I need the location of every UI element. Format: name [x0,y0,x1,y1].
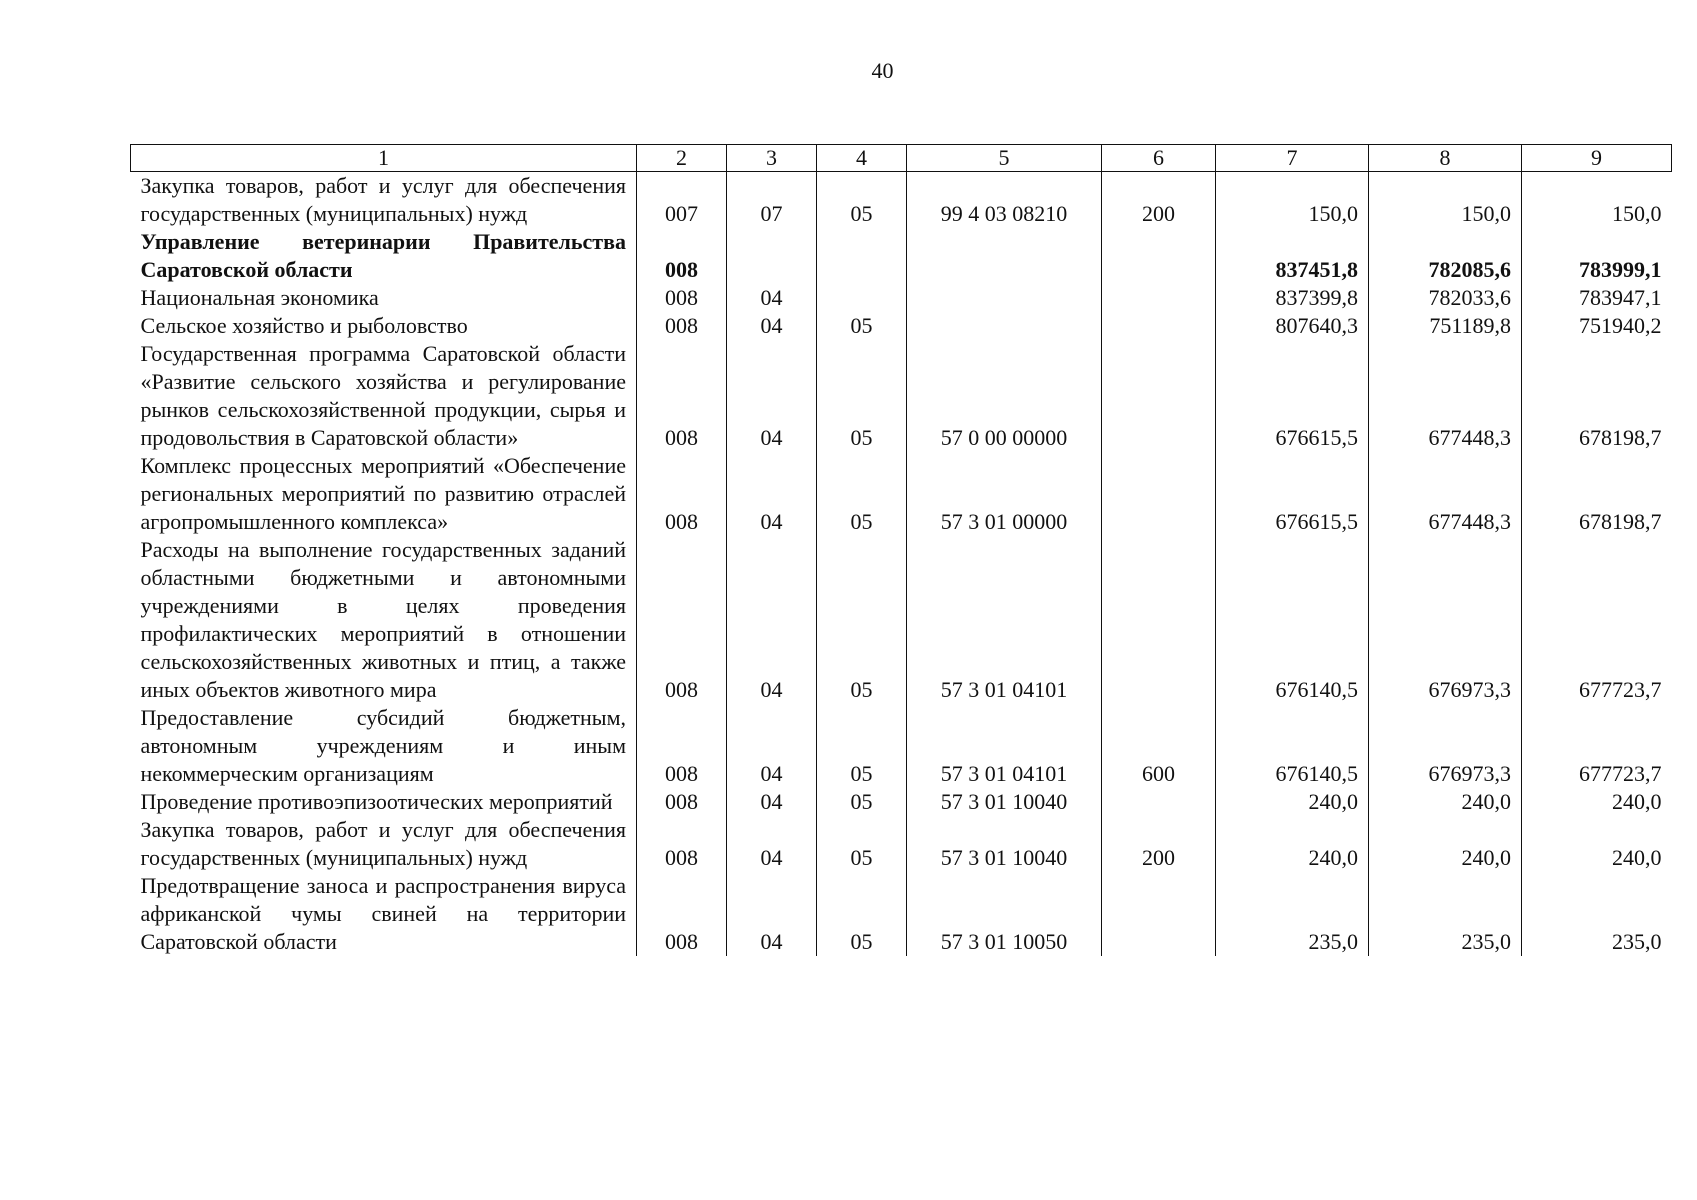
row-amount-year-2: 235,0 [1369,872,1522,956]
row-amount-year-2: 150,0 [1369,172,1522,229]
row-section: 04 [727,452,817,536]
row-admin-code: 008 [637,340,727,452]
row-amount-year-1: 676615,5 [1216,340,1369,452]
row-amount-year-1: 676615,5 [1216,452,1369,536]
row-target-article: 99 4 03 08210 [907,172,1102,229]
row-name: Проведение противоэпизоотических мероприятий [140,789,613,814]
row-amount-year-3: 150,0 [1522,172,1672,229]
row-admin-code: 008 [637,228,727,284]
table-row [131,228,1672,284]
row-target-article: 57 0 00 00000 [907,340,1102,452]
table-header [131,145,1672,172]
row-amount-year-2: 240,0 [1369,816,1522,872]
row-section: 04 [727,536,817,704]
row-admin-code: 008 [637,312,727,340]
row-amount-year-2: 240,0 [1369,788,1522,816]
table-row [131,816,1672,872]
row-section [727,228,817,284]
row-amount-year-1: 240,0 [1216,788,1369,816]
row-subsection: 05 [817,536,907,704]
row-name: Предоставление субсидий бюджетным, автономным учреждениям и иным некоммерческим организациям [140,705,626,786]
row-expense-type [1102,536,1216,704]
table-row [131,536,1672,704]
row-amount-year-2: 677448,3 [1369,452,1522,536]
row-subsection: 05 [817,312,907,340]
row-amount-year-2: 782085,6 [1369,228,1522,284]
row-admin-code: 008 [637,788,727,816]
row-expense-type [1102,284,1216,312]
table-row [131,872,1672,956]
header-col-4: 4 [817,145,907,172]
row-expense-type [1102,312,1216,340]
row-name: Управление ветеринарии Правительства Саратовской области [140,229,626,282]
row-expense-type: 600 [1102,704,1216,788]
row-admin-code: 008 [637,452,727,536]
header-col-2: 2 [637,145,727,172]
header-col-9: 9 [1522,145,1672,172]
table-body [131,172,1672,957]
row-amount-year-1: 240,0 [1216,816,1369,872]
row-expense-type: 200 [1102,816,1216,872]
row-admin-code: 008 [637,704,727,788]
row-target-article: 57 3 01 00000 [907,452,1102,536]
row-expense-type: 200 [1102,172,1216,229]
row-amount-year-3: 783999,1 [1522,228,1672,284]
row-subsection [817,284,907,312]
row-admin-code: 008 [637,816,727,872]
row-admin-code: 007 [637,172,727,229]
header-col-3: 3 [727,145,817,172]
row-amount-year-2: 676973,3 [1369,704,1522,788]
row-amount-year-1: 676140,5 [1216,536,1369,704]
table-row [131,340,1672,452]
row-section: 07 [727,172,817,229]
row-expense-type [1102,872,1216,956]
row-expense-type [1102,788,1216,816]
row-expense-type [1102,340,1216,452]
row-name: Национальная экономика [140,285,379,310]
row-name: Сельское хозяйство и рыболовство [140,313,468,338]
row-amount-year-2: 751189,8 [1369,312,1522,340]
row-name: Расходы на выполнение государственных заданий областными бюджетными и автономными учреждениями в целях проведения профилактических мероприятий в отношении сельскохозяйственных животных и птиц, а также иных объектов животного мира [140,537,626,702]
row-name: Комплекс процессных мероприятий «Обеспечение региональных мероприятий по развитию отраслей агропромышленного комплекса» [140,453,626,534]
row-section: 04 [727,788,817,816]
header-col-8: 8 [1369,145,1522,172]
row-target-article: 57 3 01 10050 [907,872,1102,956]
row-amount-year-3: 678198,7 [1522,452,1672,536]
row-target-article [907,312,1102,340]
row-target-article [907,284,1102,312]
budget-table [130,144,1672,956]
row-amount-year-3: 677723,7 [1522,536,1672,704]
header-row [131,145,1672,172]
row-expense-type [1102,228,1216,284]
table-row [131,284,1672,312]
row-name: Государственная программа Саратовской области «Развитие сельского хозяйства и регулирование рынков сельскохозяйственной продукции, сырья и продовольствия в Саратовской области» [140,341,626,450]
row-target-article: 57 3 01 04101 [907,704,1102,788]
row-expense-type [1102,452,1216,536]
header-col-5: 5 [907,145,1102,172]
row-amount-year-1: 837399,8 [1216,284,1369,312]
table-row [131,312,1672,340]
row-subsection [817,228,907,284]
row-amount-year-3: 677723,7 [1522,704,1672,788]
row-name: Предотвращение заноса и распространения вируса африканской чумы свиней на территории Саратовской области [140,873,626,954]
row-amount-year-2: 676973,3 [1369,536,1522,704]
row-amount-year-3: 235,0 [1522,872,1672,956]
row-section: 04 [727,816,817,872]
row-target-article: 57 3 01 10040 [907,816,1102,872]
row-amount-year-1: 837451,8 [1216,228,1369,284]
table-row [131,172,1672,229]
row-section: 04 [727,872,817,956]
row-amount-year-2: 677448,3 [1369,340,1522,452]
row-target-article [907,228,1102,284]
row-subsection: 05 [817,872,907,956]
row-subsection: 05 [817,816,907,872]
row-target-article: 57 3 01 10040 [907,788,1102,816]
page-number: 40 [871,58,894,83]
row-target-article: 57 3 01 04101 [907,536,1102,704]
row-amount-year-3: 678198,7 [1522,340,1672,452]
header-col-6: 6 [1102,145,1216,172]
table-row [131,452,1672,536]
table-row [131,704,1672,788]
row-amount-year-3: 240,0 [1522,816,1672,872]
row-amount-year-1: 676140,5 [1216,704,1369,788]
row-amount-year-3: 240,0 [1522,788,1672,816]
row-amount-year-3: 783947,1 [1522,284,1672,312]
row-section: 04 [727,312,817,340]
header-col-1: 1 [131,145,637,172]
row-name: Закупка товаров, работ и услуг для обеспечения государственных (муниципальных) нужд [140,817,626,870]
row-section: 04 [727,704,817,788]
row-subsection: 05 [817,340,907,452]
row-amount-year-1: 150,0 [1216,172,1369,229]
table-row [131,788,1672,816]
row-subsection: 05 [817,452,907,536]
row-subsection: 05 [817,172,907,229]
row-amount-year-1: 807640,3 [1216,312,1369,340]
row-name: Закупка товаров, работ и услуг для обеспечения государственных (муниципальных) нужд [140,173,626,226]
row-amount-year-1: 235,0 [1216,872,1369,956]
row-subsection: 05 [817,704,907,788]
row-amount-year-2: 782033,6 [1369,284,1522,312]
row-subsection: 05 [817,788,907,816]
row-admin-code: 008 [637,284,727,312]
row-admin-code: 008 [637,872,727,956]
header-col-7: 7 [1216,145,1369,172]
row-amount-year-3: 751940,2 [1522,312,1672,340]
row-section: 04 [727,284,817,312]
row-section: 04 [727,340,817,452]
row-admin-code: 008 [637,536,727,704]
